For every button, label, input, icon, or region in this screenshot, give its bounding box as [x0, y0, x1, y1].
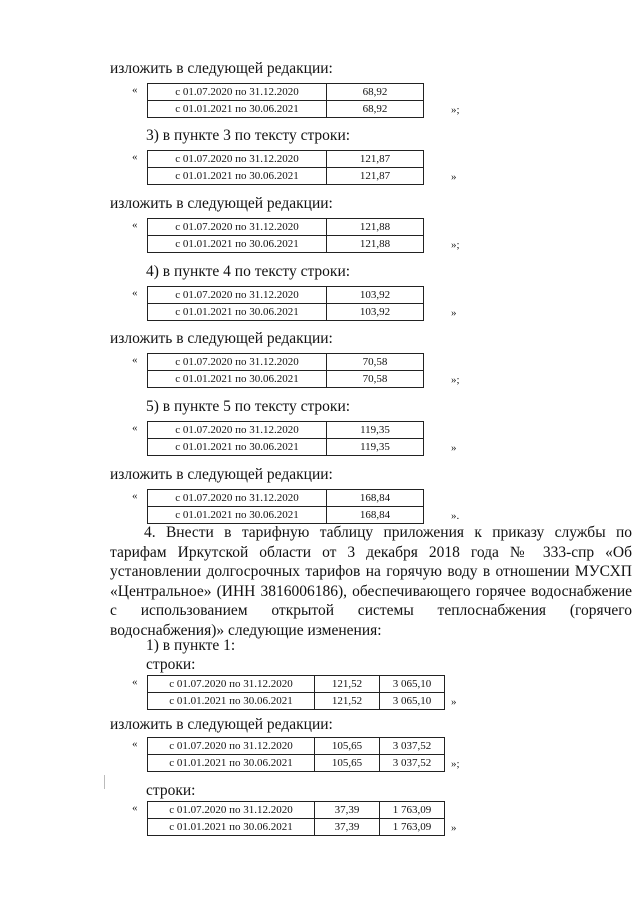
table-row — [148, 101, 424, 118]
block-heading: изложить в следующей редакции: — [110, 195, 333, 212]
period-cell: с 01.01.2021 по 30.06.2021 — [148, 819, 315, 836]
paragraph-4 — [110, 523, 632, 640]
period-cell: с 01.01.2021 по 30.06.2021 — [148, 304, 327, 321]
block-heading: строки: — [146, 782, 196, 799]
close-quote: » — [451, 171, 457, 183]
value-cell: 119,35 — [327, 422, 424, 439]
close-quote: » — [451, 307, 457, 319]
table-row — [148, 507, 424, 524]
tariff-table — [147, 218, 424, 253]
subpoint-1: 1) в пункте 1: — [146, 637, 236, 654]
close-quote: » — [451, 822, 457, 834]
open-quote: « — [132, 422, 138, 434]
open-quote: « — [132, 84, 138, 96]
table-row — [148, 168, 424, 185]
value-cell: 103,92 — [327, 304, 424, 321]
value-cell: 37,39 — [315, 802, 380, 819]
value-cell: 103,92 — [327, 287, 424, 304]
period-cell: с 01.07.2020 по 31.12.2020 — [148, 802, 315, 819]
period-cell: с 01.07.2020 по 31.12.2020 — [148, 676, 315, 693]
period-cell: с 01.01.2021 по 30.06.2021 — [148, 507, 327, 524]
table-row — [148, 287, 424, 304]
open-quote: « — [132, 490, 138, 502]
open-quote: « — [132, 802, 138, 814]
close-quote: » — [451, 442, 457, 454]
value-cell: 121,87 — [327, 151, 424, 168]
value-cell: 1 763,09 — [380, 802, 445, 819]
table-row — [148, 676, 445, 693]
period-cell: с 01.07.2020 по 31.12.2020 — [148, 422, 327, 439]
table-row — [148, 490, 424, 507]
value-cell: 70,58 — [327, 354, 424, 371]
table-row — [148, 151, 424, 168]
table-row — [148, 84, 424, 101]
open-quote: « — [132, 151, 138, 163]
table-row — [148, 802, 445, 819]
period-cell: с 01.07.2020 по 31.12.2020 — [148, 151, 327, 168]
value-cell: 105,65 — [315, 738, 380, 755]
close-quote: ». — [451, 510, 460, 522]
block-heading: изложить в следующей редакции: — [110, 330, 333, 347]
table-row — [148, 439, 424, 456]
block-heading: 4) в пункте 4 по тексту строки: — [146, 263, 351, 280]
tariff-table — [147, 421, 424, 456]
period-cell: с 01.07.2020 по 31.12.2020 — [148, 354, 327, 371]
block-heading: изложить в следующей редакции: — [110, 716, 333, 733]
close-quote: »; — [451, 104, 460, 116]
table-row — [148, 354, 424, 371]
tariff-table — [147, 675, 445, 710]
open-quote: « — [132, 354, 138, 366]
tariff-table — [147, 150, 424, 185]
value-cell: 121,52 — [315, 676, 380, 693]
tariff-table — [147, 286, 424, 321]
table-row — [148, 819, 445, 836]
close-quote: »; — [451, 374, 460, 386]
period-cell: с 01.07.2020 по 31.12.2020 — [148, 84, 327, 101]
block-heading: строки: — [146, 656, 196, 673]
value-cell: 68,92 — [327, 84, 424, 101]
value-cell: 3 037,52 — [380, 738, 445, 755]
block-heading: изложить в следующей редакции: — [110, 60, 333, 77]
close-quote: » — [451, 696, 457, 708]
period-cell: с 01.01.2021 по 30.06.2021 — [148, 439, 327, 456]
value-cell: 1 763,09 — [380, 819, 445, 836]
block-heading: изложить в следующей редакции: — [110, 466, 333, 483]
period-cell: с 01.01.2021 по 30.06.2021 — [148, 236, 327, 253]
value-cell: 121,88 — [327, 219, 424, 236]
tariff-table — [147, 83, 424, 118]
table-row — [148, 738, 445, 755]
table-row — [148, 693, 445, 710]
tariff-table — [147, 737, 445, 772]
open-quote: « — [132, 676, 138, 688]
table-row — [148, 219, 424, 236]
scan-mark — [104, 775, 105, 789]
period-cell: с 01.01.2021 по 30.06.2021 — [148, 101, 327, 118]
value-cell: 105,65 — [315, 755, 380, 772]
value-cell: 3 037,52 — [380, 755, 445, 772]
tariff-table — [147, 801, 445, 836]
table-row — [148, 236, 424, 253]
period-cell: с 01.01.2021 по 30.06.2021 — [148, 755, 315, 772]
value-cell: 168,84 — [327, 490, 424, 507]
value-cell: 3 065,10 — [380, 676, 445, 693]
value-cell: 37,39 — [315, 819, 380, 836]
period-cell: с 01.01.2021 по 30.06.2021 — [148, 693, 315, 710]
period-cell: с 01.07.2020 по 31.12.2020 — [148, 219, 327, 236]
tariff-table — [147, 353, 424, 388]
period-cell: с 01.01.2021 по 30.06.2021 — [148, 168, 327, 185]
close-quote: »; — [451, 758, 460, 770]
value-cell: 70,58 — [327, 371, 424, 388]
paragraph-4-number: 4. — [144, 524, 156, 541]
period-cell: с 01.07.2020 по 31.12.2020 — [148, 490, 327, 507]
value-cell: 68,92 — [327, 101, 424, 118]
value-cell: 121,87 — [327, 168, 424, 185]
block-heading: 5) в пункте 5 по тексту строки: — [146, 398, 351, 415]
paragraph-4-text: Внести в тарифную таблицу приложения к приказу службы по тарифам Иркутской области от 3 декабря 2018 года № 333-спр «Об установлении долгосрочных тарифов на горячую воду в отношении МУСХП «Центральное» (ИНН 3816006186), обеспечивающего горячее водоснабжение с использованием открытой системы теплоснабжения (горячего водоснабжения)» следующие изменения: — [110, 524, 632, 639]
period-cell: с 01.07.2020 по 31.12.2020 — [148, 287, 327, 304]
value-cell: 121,88 — [327, 236, 424, 253]
period-cell: с 01.01.2021 по 30.06.2021 — [148, 371, 327, 388]
open-quote: « — [132, 287, 138, 299]
period-cell: с 01.07.2020 по 31.12.2020 — [148, 738, 315, 755]
table-row — [148, 755, 445, 772]
table-row — [148, 371, 424, 388]
value-cell: 168,84 — [327, 507, 424, 524]
table-row — [148, 304, 424, 321]
tariff-table — [147, 489, 424, 524]
open-quote: « — [132, 738, 138, 750]
block-heading: 3) в пункте 3 по тексту строки: — [146, 127, 351, 144]
close-quote: »; — [451, 239, 460, 251]
value-cell: 3 065,10 — [380, 693, 445, 710]
value-cell: 121,52 — [315, 693, 380, 710]
value-cell: 119,35 — [327, 439, 424, 456]
open-quote: « — [132, 219, 138, 231]
table-row — [148, 422, 424, 439]
